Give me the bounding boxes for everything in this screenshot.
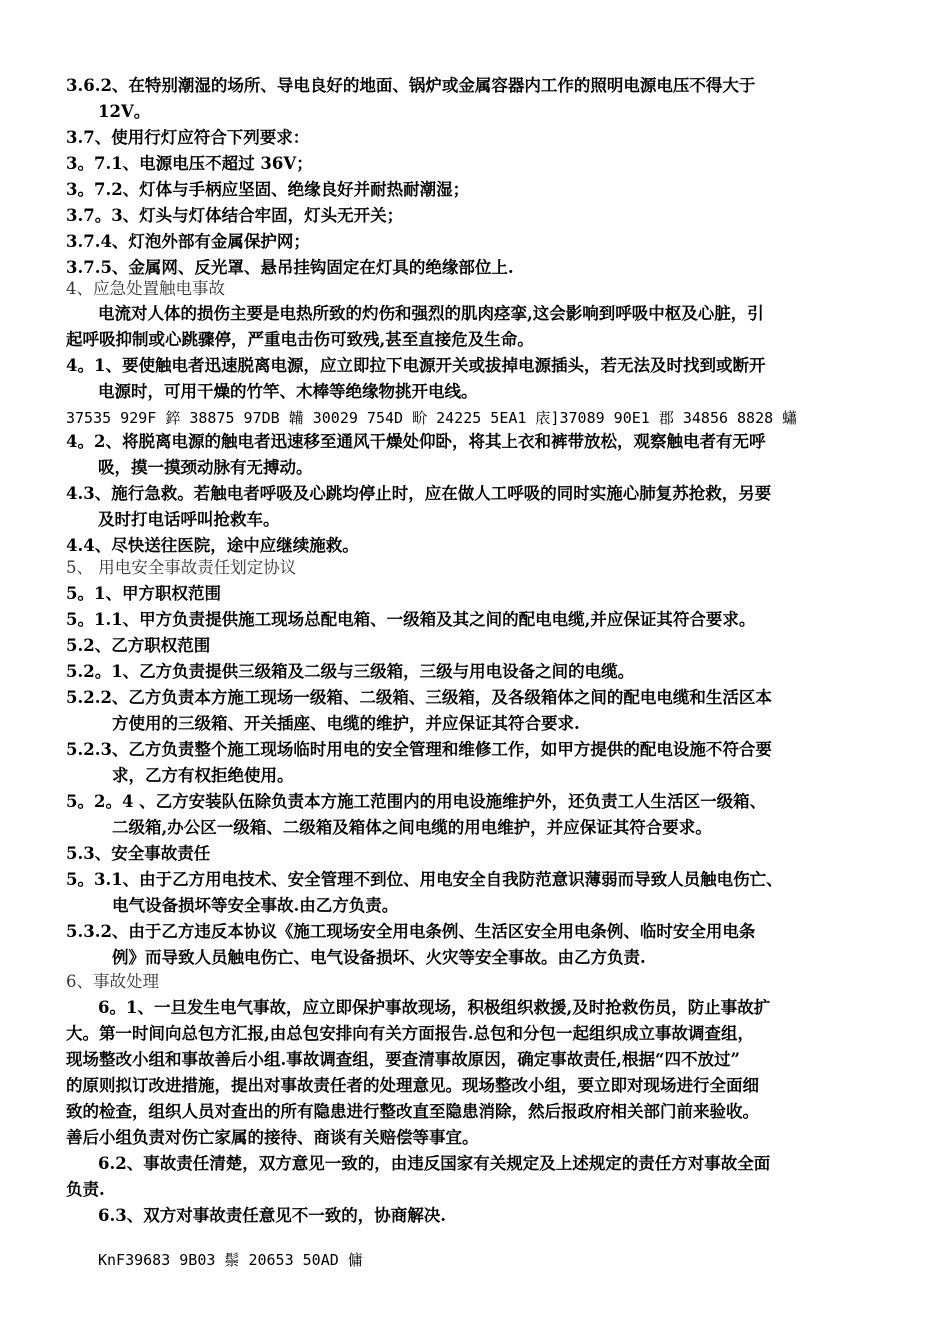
clause-3-7-3: 3.7。3、灯头与灯体结合牢固，灯头无开关； (66, 206, 404, 225)
clause-3-7-4: 3.7.4、灯泡外部有金属保护网； (66, 232, 310, 251)
section-6-heading: 6、事故处理 (66, 972, 159, 991)
clause-5-2-1: 5.2。1、乙方负责提供三级箱及二级与三级箱，三级与用电设备之间的电缆。 (66, 662, 635, 681)
clause-4-1: 4。1、要使触电者迅速脱离电源，应立即拉下电源开关或拔掉电源插头，若无法及时找到或断开 (66, 356, 766, 375)
clause-3-6-2-cont: 12V。 (98, 102, 151, 121)
clause-5-3-1-cont: 电气设备损坏等安全事故.由乙方负责。 (112, 896, 399, 915)
code-string-1: 37535 929F 錊 38875 97DB 韛 30029 754D 畍 24225 5EA1 庡]37089 90E1 郡 34856 8828 蠨 (66, 409, 798, 427)
clause-4-4: 4.4、尽快送往医院，途中应继续施救。 (66, 536, 359, 555)
section-4-intro: 电流对人体的损伤主要是电热所致的灼伤和强烈的肌肉痉挛,这会影响到呼吸中枢及心脏，引 (98, 304, 764, 323)
clause-6-1-cont-4: 致的检查，组织人员对查出的所有隐患进行整改直至隐患消除，然后报政府相关部门前来验收。 (66, 1102, 759, 1121)
clause-6-3: 6.3、双方对事故责任意见不一致的，协商解决. (98, 1206, 446, 1225)
section-5-heading: 5、 用电安全事故责任划定协议 (66, 558, 297, 577)
clause-5-2-3: 5.2.3、乙方负责整个施工现场临时用电的安全管理和维修工作，如甲方提供的配电设施不符合要 (66, 740, 772, 759)
clause-5-2-3-cont: 求，乙方有权拒绝使用。 (112, 766, 294, 785)
clause-5-3-1: 5。3.1、由于乙方用电技术、安全管理不到位、用电安全自我防范意识薄弱而导致人员触电伤亡、 (66, 870, 783, 889)
clause-5-2-4-cont: 二级箱,办公区一级箱、二级箱及箱体之间电缆的用电维护，并应保证其符合要求。 (112, 818, 712, 837)
clause-5-3: 5.3、安全事故责任 (66, 844, 211, 863)
clause-4-2: 4。2、将脱离电源的触电者迅速移至通风干燥处仰卧，将其上衣和裤带放松，观察触电者有无呼 (66, 432, 766, 451)
clause-5-2-4: 5。2。4 、乙方安装队伍除负责本方施工范围内的用电设施维护外，还负责工人生活区一级箱、 (66, 792, 767, 811)
code-string-2: KnF39683 9B03 鬃 20653 50AD 傭 (98, 1251, 363, 1269)
clause-3-7-2: 3。7.2、灯体与手柄应坚固、绝缘良好并耐热耐潮湿； (66, 180, 470, 199)
clause-6-1-cont-1: 大。第一时间向总包方汇报,由总包安排向有关方面报告.总包和分包一起组织成立事故调查组， (66, 1024, 754, 1043)
clause-6-2-cont: 负责. (66, 1180, 105, 1199)
clause-3-6-2: 3.6.2、在特别潮湿的场所、导电良好的地面、锅炉或金属容器内工作的照明电源电压不得大于 (66, 76, 756, 95)
clause-4-2-cont: 吸，摸一摸颈动脉有无搏动。 (98, 458, 313, 477)
clause-6-1-cont-2: 现场整改小组和事故善后小组.事故调查组，要查清事故原因，确定事故责任,根据“四不放过” (66, 1050, 740, 1069)
clause-6-1: 6。1、一旦发生电气事故，应立即保护事故现场，积极组织救援,及时抢救伤员，防止事故扩 (98, 998, 771, 1017)
clause-6-1-cont-5: 善后小组负责对伤亡家属的接待、商谈有关赔偿等事宜。 (66, 1128, 479, 1147)
clause-5-1-1: 5。1.1、甲方负责提供施工现场总配电箱、一级箱及其之间的配电电缆,并应保证其符合要求。 (66, 610, 756, 629)
clause-5-2: 5.2、乙方职权范围 (66, 636, 211, 655)
section-4-intro-cont: 起呼吸抑制或心跳骤停，严重电击伤可致残,甚至直接危及生命。 (66, 330, 534, 349)
clause-4-3: 4.3、施行急救。若触电者呼吸及心跳均停止时，应在做人工呼吸的同时实施心肺复苏抢救，另要 (66, 484, 772, 503)
clause-4-3-cont: 及时打电话呼叫抢救车。 (98, 510, 280, 529)
clause-5-1: 5。1、甲方职权范围 (66, 584, 221, 603)
clause-5-3-2: 5.3.2、由于乙方违反本协议《施工现场安全用电条例、生活区安全用电条例、临时安全用电条 (66, 922, 756, 941)
clause-3-7-1: 3。7.1、电源电压不超过 36V； (66, 154, 313, 173)
clause-3-7: 3.7、使用行灯应符合下列要求： (66, 128, 310, 147)
clause-3-7-5: 3.7.5、金属网、反光罩、悬吊挂钩固定在灯具的绝缘部位上. (66, 258, 514, 277)
clause-4-1-cont: 电源时，可用干燥的竹竿、木棒等绝缘物挑开电线。 (98, 382, 478, 401)
clause-5-2-2: 5.2.2、乙方负责本方施工现场一级箱、二级箱、三级箱，及各级箱体之间的配电电缆和生活区本 (66, 688, 772, 707)
clause-5-2-2-cont: 方使用的三级箱、开关插座、电缆的维护，并应保证其符合要求. (112, 714, 580, 733)
clause-6-1-cont-3: 的原则拟订改进措施，提出对事故责任者的处理意见。现场整改小组，要立即对现场进行全面细 (66, 1076, 759, 1095)
clause-6-2: 6.2、事故责任清楚，双方意见一致的，由违反国家有关规定及上述规定的责任方对事故全面 (98, 1154, 771, 1173)
clause-5-3-2-cont: 例》而导致人员触电伤亡、电气设备损坏、火灾等安全事故。由乙方负责. (112, 948, 646, 967)
section-4-heading: 4、应急处置触电事故 (66, 279, 225, 298)
